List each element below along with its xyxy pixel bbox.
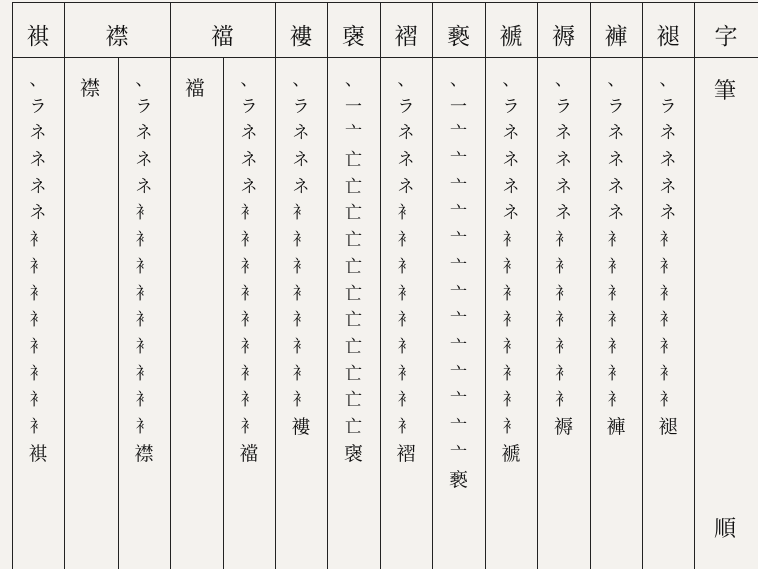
stroke-step: 亡 xyxy=(345,310,362,331)
stroke-step: 、 xyxy=(450,70,467,90)
stroke-column xyxy=(537,67,590,441)
stroke-step: 、 xyxy=(292,70,310,90)
stroke-step: 衤 xyxy=(29,390,47,411)
header-char: 褪 xyxy=(656,23,680,50)
stroke-step: 衤 xyxy=(240,416,258,437)
stroke-step: 衤 xyxy=(292,283,310,304)
stroke-step: 衤 xyxy=(502,363,520,384)
stroke-step: ネ xyxy=(607,176,625,197)
stroke-step: ネ xyxy=(607,123,625,144)
stroke-step: ラ xyxy=(397,96,415,117)
header-char: 襟 xyxy=(105,23,129,50)
stroke-step: 衤 xyxy=(502,310,520,331)
stroke-step: 亠 xyxy=(450,150,467,171)
stroke-step: 、 xyxy=(659,70,677,90)
stroke-step: ネ xyxy=(659,176,677,197)
stroke-step: 亠 xyxy=(450,283,467,304)
final-char: 褻 xyxy=(448,469,468,492)
stroke-step: 衤 xyxy=(397,310,415,331)
stroke-step: ネ xyxy=(29,176,47,197)
stroke-step: 、 xyxy=(135,70,153,90)
stroke-step: ネ xyxy=(555,203,572,224)
stroke-step: 衤 xyxy=(240,256,258,277)
stroke-step: 衤 xyxy=(607,390,625,411)
stroke-step: 亠 xyxy=(450,310,467,331)
header-char: 褲 xyxy=(604,23,628,50)
stroke-step: 衤 xyxy=(502,416,520,437)
stroke-step: 衤 xyxy=(240,336,258,357)
stroke-column xyxy=(12,67,64,467)
stroke-column xyxy=(642,67,694,441)
stroke-column xyxy=(327,67,380,467)
stroke-step: 衤 xyxy=(292,310,310,331)
stroke-step: 衤 xyxy=(555,336,572,357)
stroke-step: ネ xyxy=(502,150,520,171)
stroke-step: 衤 xyxy=(135,283,153,304)
stroke-column xyxy=(275,67,327,441)
stroke-step: 衤 xyxy=(397,256,415,277)
stroke-step: ネ xyxy=(555,123,572,144)
stroke-column xyxy=(118,67,170,467)
stroke-step: 衤 xyxy=(240,310,258,331)
stroke-step: 衤 xyxy=(607,336,625,357)
stroke-step: 亠 xyxy=(450,203,467,224)
stroke-step: ネ xyxy=(502,203,520,224)
stroke-step: 亡 xyxy=(345,363,362,384)
side-label-bottom: 順 xyxy=(714,517,737,542)
stroke-step: ネ xyxy=(292,176,310,197)
header-char: 褶 xyxy=(394,23,418,50)
stroke-step: 衤 xyxy=(397,390,415,411)
stroke-step: 衤 xyxy=(240,390,258,411)
stroke-step: 衤 xyxy=(29,283,47,304)
stroke-column xyxy=(432,67,485,494)
stroke-step: 衤 xyxy=(240,363,258,384)
stroke-step: 亠 xyxy=(450,123,467,144)
stroke-step: 亠 xyxy=(450,256,467,277)
stroke-step: 衤 xyxy=(29,230,47,251)
sample-char: 襟 xyxy=(80,76,100,100)
stroke-step: 衤 xyxy=(292,336,310,357)
stroke-column xyxy=(590,67,642,441)
stroke-step: 衤 xyxy=(397,336,415,357)
stroke-step: 亠 xyxy=(450,336,467,357)
stroke-step: 亠 xyxy=(450,416,467,437)
stroke-step: 衤 xyxy=(135,390,153,411)
stroke-step: 衤 xyxy=(135,310,153,331)
stroke-step: 衤 xyxy=(607,310,625,331)
stroke-column xyxy=(380,67,432,467)
stroke-step: 、 xyxy=(555,70,572,90)
stroke-step: ネ xyxy=(659,150,677,171)
stroke-step: 衤 xyxy=(555,390,572,411)
header-char: 襠 xyxy=(211,23,234,50)
stroke-step: 衤 xyxy=(292,230,310,251)
final-char: 褥 xyxy=(553,415,573,438)
stroke-step: ネ xyxy=(29,150,47,171)
stroke-step: 衤 xyxy=(502,390,520,411)
stroke-step: ネ xyxy=(292,123,310,144)
stroke-step: 衤 xyxy=(502,283,520,304)
stroke-step: ラ xyxy=(240,96,258,117)
stroke-step: 、 xyxy=(607,70,625,90)
stroke-step: ネ xyxy=(659,123,677,144)
stroke-step: 衤 xyxy=(607,256,625,277)
stroke-column xyxy=(485,67,537,467)
stroke-step: ネ xyxy=(135,176,153,197)
final-char: 褫 xyxy=(501,442,521,465)
stroke-step: 衤 xyxy=(502,336,520,357)
stroke-step: 衤 xyxy=(135,230,153,251)
stroke-step: ネ xyxy=(397,150,415,171)
stroke-step: 衤 xyxy=(240,230,258,251)
stroke-step: 一 xyxy=(345,96,362,117)
final-char: 褀 xyxy=(28,442,48,465)
stroke-step: 衤 xyxy=(607,363,625,384)
final-char: 褪 xyxy=(658,415,678,438)
header-divider xyxy=(12,57,758,58)
stroke-step: ネ xyxy=(292,150,310,171)
stroke-step: ネ xyxy=(135,123,153,144)
stroke-step: 衤 xyxy=(292,256,310,277)
header-char: 褫 xyxy=(499,23,523,50)
stroke-step: 衤 xyxy=(135,203,153,224)
grid-line xyxy=(170,2,171,569)
stroke-step: 衤 xyxy=(292,390,310,411)
stroke-step: 亡 xyxy=(345,176,362,197)
stroke-step: 衤 xyxy=(659,336,677,357)
stroke-step: 、 xyxy=(29,70,47,90)
header-label: 字 xyxy=(714,23,738,50)
stroke-step: 衤 xyxy=(135,416,153,437)
stroke-step: 亡 xyxy=(345,336,362,357)
stroke-step: 衤 xyxy=(555,363,572,384)
stroke-step: 衤 xyxy=(29,363,47,384)
stroke-step: 亠 xyxy=(450,230,467,251)
stroke-step: 衤 xyxy=(397,230,415,251)
stroke-step: ネ xyxy=(240,123,258,144)
stroke-step: ネ xyxy=(555,176,572,197)
stroke-step: 衤 xyxy=(397,363,415,384)
stroke-step: 衤 xyxy=(135,336,153,357)
stroke-step: 衤 xyxy=(397,203,415,224)
stroke-step: ラ xyxy=(135,96,153,117)
stroke-step: 亡 xyxy=(345,230,362,251)
stroke-step: ラ xyxy=(29,96,47,117)
final-char: 褸 xyxy=(291,415,311,438)
stroke-step: 衤 xyxy=(659,310,677,331)
stroke-step: 衤 xyxy=(29,256,47,277)
stroke-step: 亡 xyxy=(345,203,362,224)
header-char: 褥 xyxy=(552,23,575,50)
stroke-step: ネ xyxy=(135,150,153,171)
stroke-step: 、 xyxy=(240,70,258,90)
stroke-step: 、 xyxy=(345,70,362,90)
stroke-step: 衤 xyxy=(292,203,310,224)
stroke-step: 衤 xyxy=(240,203,258,224)
stroke-step: 、 xyxy=(502,70,520,90)
stroke-step: 衤 xyxy=(29,310,47,331)
stroke-step: 亡 xyxy=(345,283,362,304)
stroke-step: 衤 xyxy=(502,256,520,277)
stroke-step: 衤 xyxy=(397,283,415,304)
stroke-step: 亠 xyxy=(450,176,467,197)
stroke-step: 衤 xyxy=(607,283,625,304)
stroke-column xyxy=(223,67,275,467)
stroke-step: 衤 xyxy=(659,256,677,277)
final-char: 褲 xyxy=(606,415,626,438)
stroke-step: 亡 xyxy=(345,390,362,411)
stroke-step: ネ xyxy=(502,176,520,197)
stroke-step: 衤 xyxy=(397,416,415,437)
header-char: 襃 xyxy=(342,23,365,50)
stroke-step: 衤 xyxy=(292,363,310,384)
top-border xyxy=(12,2,758,3)
stroke-step: 亠 xyxy=(450,443,467,464)
header-char: 褸 xyxy=(289,23,313,50)
stroke-step: 亠 xyxy=(450,363,467,384)
stroke-step: ネ xyxy=(555,150,572,171)
stroke-step: ネ xyxy=(397,176,415,197)
stroke-step: 亡 xyxy=(345,256,362,277)
final-char: 襃 xyxy=(343,442,363,465)
stroke-step: 衤 xyxy=(555,256,572,277)
stroke-step: ラ xyxy=(292,96,310,117)
stroke-step: 衤 xyxy=(607,230,625,251)
stroke-step: 衤 xyxy=(555,283,572,304)
stroke-step: ネ xyxy=(240,176,258,197)
stroke-step: 衤 xyxy=(29,416,47,437)
sample-char: 襠 xyxy=(185,76,205,100)
final-char: 褶 xyxy=(396,442,416,465)
stroke-step: 亠 xyxy=(345,123,362,144)
stroke-step: ネ xyxy=(502,123,520,144)
stroke-step: 衤 xyxy=(555,310,572,331)
stroke-step: 衤 xyxy=(29,336,47,357)
header-char: 褀 xyxy=(26,23,50,50)
stroke-step: ネ xyxy=(29,203,47,224)
stroke-step: 、 xyxy=(397,70,415,90)
stroke-step: 亠 xyxy=(450,390,467,411)
stroke-step: 亡 xyxy=(345,150,362,171)
stroke-step: ラ xyxy=(607,96,625,117)
stroke-step: 衤 xyxy=(659,390,677,411)
side-label-top: 筆 xyxy=(714,79,737,104)
stroke-step: 衤 xyxy=(135,256,153,277)
stroke-step: 衤 xyxy=(135,363,153,384)
grid-line xyxy=(64,2,65,569)
stroke-step: ネ xyxy=(397,123,415,144)
stroke-step: 衤 xyxy=(555,230,572,251)
stroke-step: ラ xyxy=(555,96,572,117)
stroke-step: 衤 xyxy=(502,230,520,251)
header-char: 褻 xyxy=(447,23,470,50)
stroke-step: 衤 xyxy=(659,283,677,304)
grid-line xyxy=(694,2,695,569)
stroke-step: 一 xyxy=(450,96,467,117)
final-char: 襠 xyxy=(239,442,259,465)
stroke-step: ネ xyxy=(607,203,625,224)
final-char: 襟 xyxy=(134,442,154,465)
stroke-step: ネ xyxy=(29,123,47,144)
stroke-step: 衤 xyxy=(659,363,677,384)
stroke-step: ラ xyxy=(502,96,520,117)
stroke-step: 衤 xyxy=(659,230,677,251)
stroke-step: ネ xyxy=(240,150,258,171)
stroke-step: ネ xyxy=(659,203,677,224)
stroke-step: ネ xyxy=(607,150,625,171)
stroke-step: 衤 xyxy=(240,283,258,304)
stroke-step: 亡 xyxy=(345,416,362,437)
stroke-step: ラ xyxy=(659,96,677,117)
